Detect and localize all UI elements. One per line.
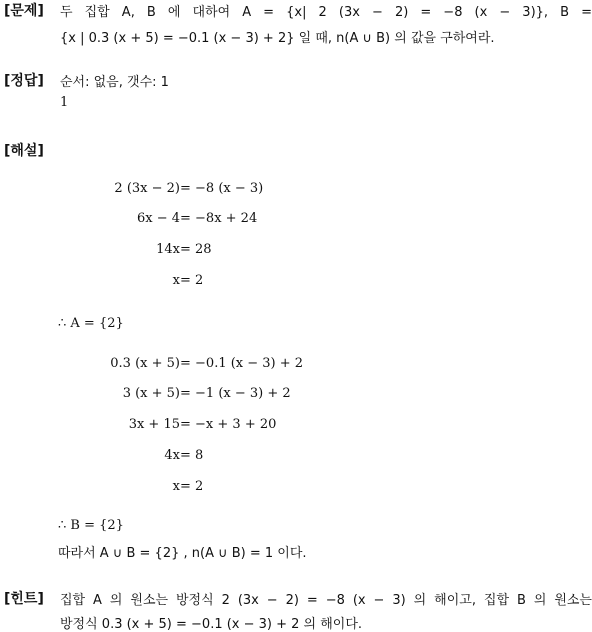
solution-equation-row <box>0 273 360 288</box>
equation-rhs: = −8x + 24 <box>180 211 258 226</box>
equation-lhs: x <box>172 479 180 494</box>
solution-equation-row <box>0 479 360 494</box>
solution-equation-row <box>0 242 360 257</box>
solution-equation-row <box>0 181 360 196</box>
equation-rhs: = 2 <box>180 479 204 494</box>
equation-lhs: 6x − 4 <box>136 211 180 226</box>
equation-rhs: = −8 (x − 3) <box>180 181 264 196</box>
solution-equation-row <box>0 211 360 226</box>
equation-rhs: = 28 <box>180 242 212 257</box>
equation-lhs: 4x <box>164 448 180 463</box>
equation-lhs: 2 (3x − 2) <box>114 181 180 196</box>
problem-label: [문제] <box>4 3 44 19</box>
equation-lhs: 14x <box>156 242 180 257</box>
therefore-b: ∴ B = {2} <box>58 518 124 533</box>
equation-lhs: x <box>172 273 180 288</box>
equation-lhs: 3 (x + 5) <box>122 386 180 401</box>
therefore-a: ∴ A = {2} <box>58 316 124 331</box>
equation-lhs: 3x + 15 <box>128 417 180 432</box>
problem-text-line-1: 두 집합 A, B 에 대하여 A = {x| 2 (3x − 2) = −8 (x − 3)}, B = <box>60 5 592 20</box>
solution-equation-row <box>0 448 360 463</box>
problem-text-line-2: {x | 0.3 (x + 5) = −0.1 (x − 3) + 2} 일 때, n(A ∪ B) 의 값을 구하여라. <box>60 31 495 46</box>
equation-rhs: = 2 <box>180 273 204 288</box>
hint-text-line-1: 집합 A 의 원소는 방정식 2 (3x − 2) = −8 (x − 3) 의 해이고, 집합 B 의 원소는 <box>60 593 592 608</box>
solution-equation-row <box>0 356 360 371</box>
solution-equation-row <box>0 417 360 432</box>
hint-text-line-2: 방정식 0.3 (x + 5) = −0.1 (x − 3) + 2 의 해이다. <box>60 617 363 632</box>
hint-label: [힌트] <box>4 591 44 607</box>
equation-lhs: 0.3 (x + 5) <box>110 356 180 371</box>
equation-rhs: = −1 (x − 3) + 2 <box>180 386 291 401</box>
answer-label: [정답] <box>4 73 44 89</box>
solution-label: [해설] <box>4 143 44 159</box>
solution-equation-row <box>0 386 360 401</box>
answer-value: 1 <box>60 95 69 110</box>
equation-rhs: = −0.1 (x − 3) + 2 <box>180 356 304 371</box>
solution-conclusion: 따라서 A ∪ B = {2} , n(A ∪ B) = 1 이다. <box>58 546 307 561</box>
equation-rhs: = −x + 3 + 20 <box>180 417 277 432</box>
equation-rhs: = 8 <box>180 448 204 463</box>
answer-order-count: 순서: 없음, 갯수: 1 <box>60 75 169 90</box>
